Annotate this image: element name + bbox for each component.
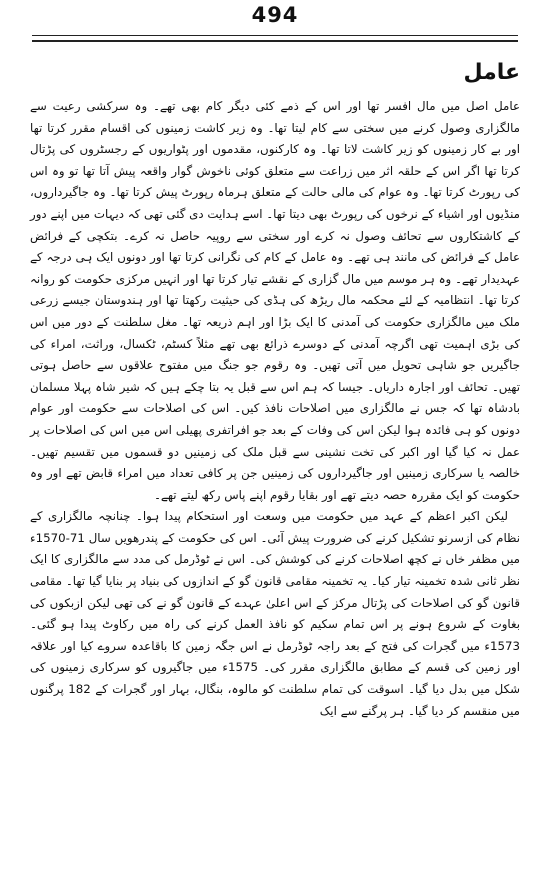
paragraph: لیکن اکبر اعظم کے عہد میں حکومت میں وسعت اور استحکام پیدا ہوا۔ چنانچہ مالگزاری کے نظام کی ازسرنو تشکیل کرنے کی ضرورت پیش آئی۔ اس کی حکومت کے پندرھویں سال 71-1570ء میں مظفر خاں نے کچھ اصلاحات کرنے کی کوشش کی۔ اس نے ٹوڈرمل کی مدد سے مالگزاری کا ایک نظر ثانی شدہ تخمینہ تیار کیا۔ یہ تخمینہ مقامی قانون گو کے اندازوں کی بنیاد پر بنایا گیا تھا۔ مقامی قانون گو کی اصلاحات کی پڑتال مرکز کے اس اعلیٰ عہدے کے قانون گو نے کی تھی لیکن ازبکوں کی بغاوت کے شروع ہونے پر اس تمام سکیم کو نافذ العمل کرنے کی راہ میں رکاوٹ پیدا ہو گئی۔ 1573ء میں گجرات کی فتح کے بعد راجہ ٹوڈرمل نے اس جگہ زمین کا باقاعدہ سروے کیا اور علاقہ اور زمین کی قسم کے مطابق مالگزاری مقرر کی۔ 1575ء میں جاگیروں کو سرکاری زمینوں کی شکل میں بدل دیا گیا۔ اسوقت کی تمام سلطنت کو مالوہ، بنگال، بہار اور گجرات کے 182 پرگنوں میں منقسم کر دیا گیا۔ ہر پرگنے سے ایک — [30, 509, 520, 718]
paragraph: عامل اصل میں مال افسر تھا اور اس کے ذمے کئی دیگر کام بھی تھے۔ وہ سرکشی رعیت سے مالگزاری وصول کرنے میں سختی سے کام لیتا تھا۔ وہ زیر کاشت زمینوں کی اقسام مقرر کرتا تھا اور بے کار زمینوں کو زیر کاشت لاتا تھا۔ وہ کارکنوں، مقدموں اور پٹواریوں کے رجسٹروں کی پڑتال کرتا تھا اگر اس کے حلقہ اثر میں زراعت سے متعلق کوئی ناخوش گوار واقعہ پیش آتا تھا تو وہ اس کی رپورٹ کرتا تھا۔ وہ عوام کی مالی حالت کے متعلق ہرماہ رپورٹ پیش کرتا تھا۔ وہ جاگیرداروں، منڈیوں اور اشیاء کے نرخوں کی رپورٹ بھی دیتا تھا۔ اسے ہدایت دی گئی تھی کہ دیہات میں اپنے دور کے کاشتکاروں سے تحائف وصول نہ کرے اور سختی سے روپیہ حاصل نہ کرے۔ بتکچی کے فرائض عامل کے فرائض کی مانند ہی تھے۔ وہ عامل کے کام کی نگرانی کرتا تھا اور دونوں ایک ہی درجہ کے عہدیدار تھے۔ وہ ہر موسم میں مال گزاری کے نقشے تیار کرتا تھا اور انہیں مرکزی حکومت کو روانہ کرتا تھا۔ انتظامیہ کے لئے محکمہ مال ریڑھ کی ہڈی کی حیثیت رکھتا تھا اور ہندوستان جیسے زرعی ملک میں مالگزاری حکومت کی آمدنی کا ایک بڑا اور اہم ذریعہ تھا۔ مغل سلطنت کے دور میں اس کی بڑی اہمیت تھی اگرچہ آمدنی کے دوسرے ذرائع بھی تھے مثلاً کسٹم، ٹکسال، وراثت، امراء کی جاگیریں جو شاہی تحویل میں آتی تھیں۔ وہ رقوم جو جنگ میں مفتوح علاقوں سے حاصل ہوتی تھیں۔ تحائف اور اجارہ داریاں۔ جیسا کہ ہم اس سے قبل یہ بتا چکے ہیں کہ شیر شاہ پہلا مسلمان بادشاہ تھا کہ جس نے مالگزاری میں اصلاحات نافذ کیں۔ اس کی اصلاحات سے حکومت اور عوام دونوں کو ہی فائدہ ہوا لیکن اس کی وفات کے بعد جو افراتفری پھیلی اس میں اس کی اصلاحات پر عمل نہ کیا گیا اور اکبر کی تخت نشینی سے قبل ملک کی زمینیں دو قسموں میں تقسیم تھیں۔ خالصہ یا سرکاری زمینیں اور جاگیرداروں کی زمینیں جن پر کافی تعداد میں امراء قابض تھے اور وہ حکومت کو ایک مقررہ حصہ دیتے تھے اور بقایا رقوم اپنے پاس رکھ لیتے تھے۔ — [30, 99, 520, 502]
section-heading: عامل — [463, 60, 520, 85]
header-rule-thin — [32, 35, 518, 36]
header-rule-thick — [32, 40, 518, 42]
body-text — [30, 96, 520, 722]
page-number: 494 — [251, 3, 299, 27]
